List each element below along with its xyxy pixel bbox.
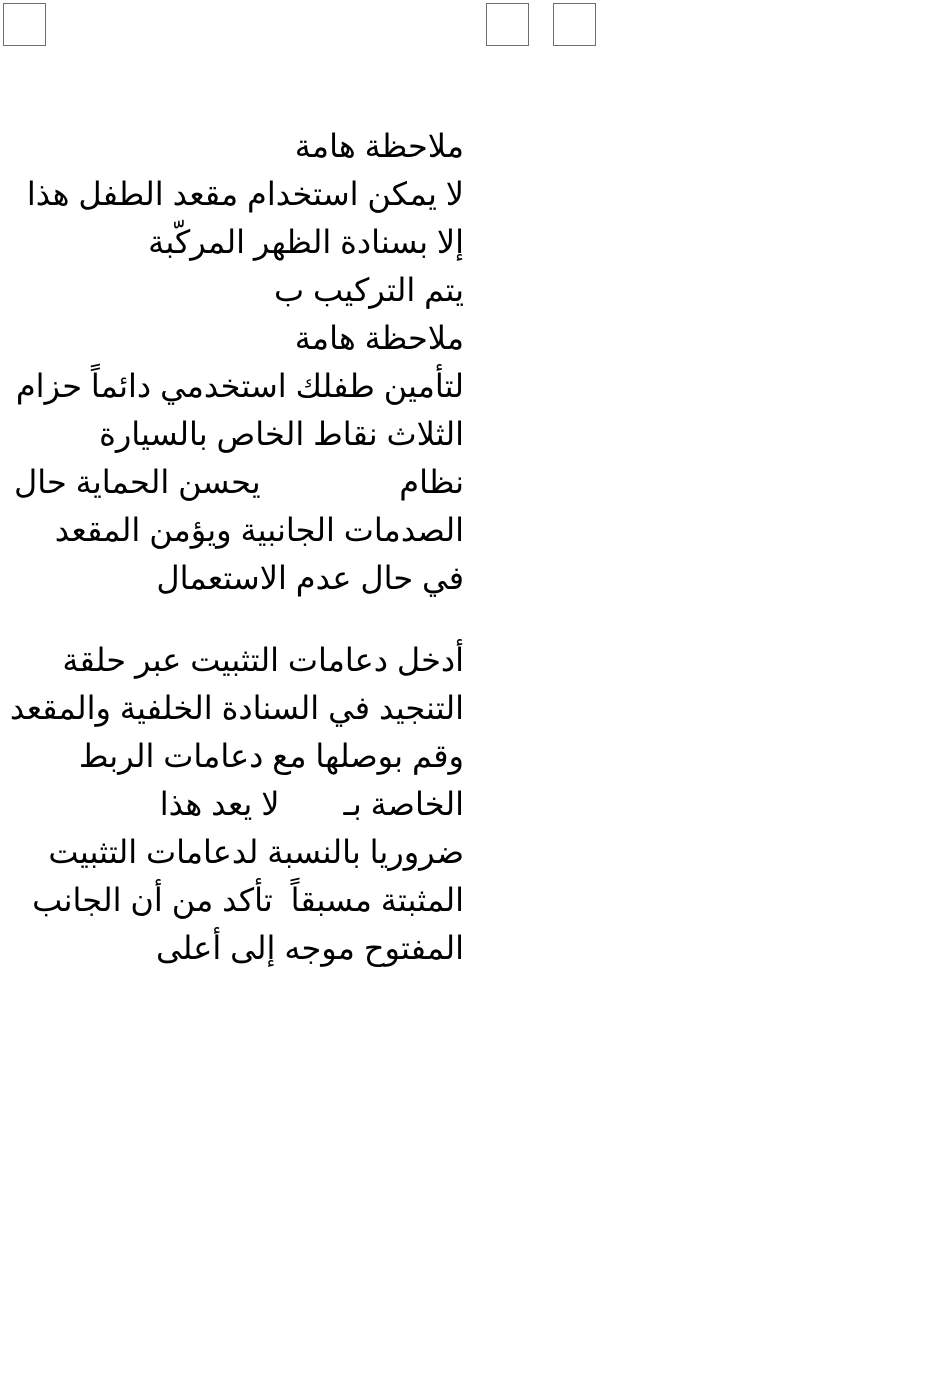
placeholder-box-right	[553, 3, 596, 46]
text-line: أدخل دعامات التثبيت عبر حلقة	[62, 642, 464, 678]
text-line: لا يمكن استخدام مقعد الطفل هذا	[26, 176, 464, 212]
text-line: يتم التركيب ب	[273, 272, 464, 308]
text-line: ضروريا بالنسبة لدعامات التثبيت	[48, 834, 464, 870]
text-line: المثبتة مسبقاً تأكد من أن الجانب	[32, 882, 464, 918]
text-line	[14, 458, 464, 506]
text-fragment: يحسن الحماية حال	[14, 464, 261, 500]
text-line: إلا بسنادة الظهر المركّبة	[148, 224, 464, 260]
text-line: الصدمات الجانبية ويؤمن المقعد	[54, 512, 464, 548]
text-fragment: نظام	[399, 464, 464, 500]
text-line: المفتوح موجه إلى أعلى	[155, 930, 464, 966]
text-line: التنجيد في السنادة الخلفية والمقعد	[9, 690, 464, 726]
text-line: الثلاث نقاط الخاص بالسيارة	[99, 416, 464, 452]
text-line: في حال عدم الاستعمال	[156, 560, 464, 596]
note-heading: ملاحظة هامة	[294, 128, 464, 164]
placeholder-box-left	[3, 3, 46, 46]
text-line: وقم بوصلها مع دعامات الربط	[78, 738, 464, 774]
instructions-section-2	[9, 636, 464, 972]
text-line: لتأمين طفلك استخدمي دائماً حزام	[15, 368, 464, 404]
placeholder-box-middle	[486, 3, 529, 46]
text-line	[14, 780, 464, 828]
instructions-section-1	[14, 122, 464, 602]
note-heading: ملاحظة هامة	[294, 320, 464, 356]
text-fragment: الخاصة بـ	[343, 786, 464, 822]
text-fragment: لا يعد هذا	[159, 786, 280, 822]
